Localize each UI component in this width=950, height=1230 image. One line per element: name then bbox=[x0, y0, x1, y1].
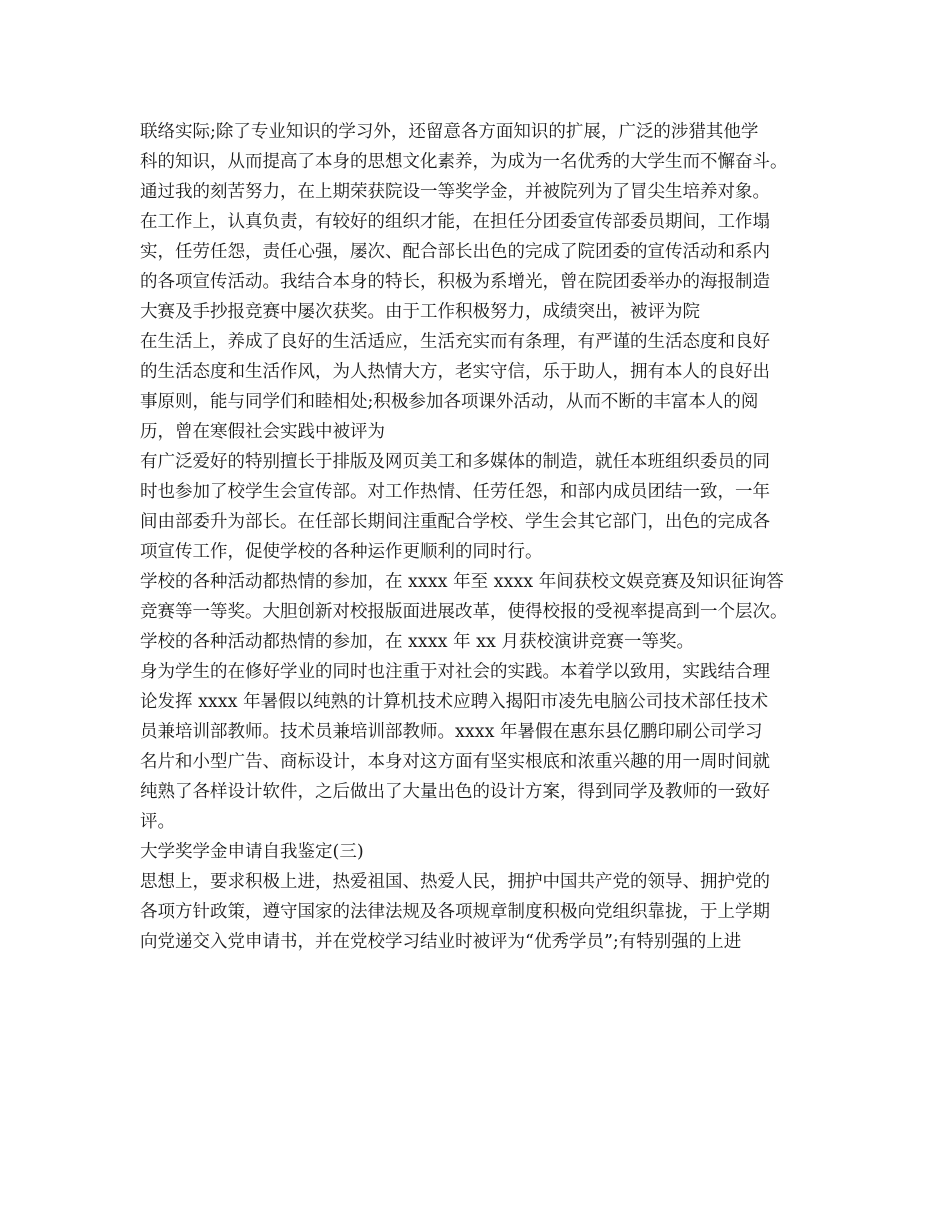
document-body bbox=[140, 117, 826, 957]
text-line: 在工作上，认真负责，有较好的组织才能，在担任分团委宣传部委员期间，工作塌 bbox=[140, 212, 770, 232]
text-line: 的生活态度和生活作风，为人热情大方，老实守信，乐于助人，拥有本人的良好出 bbox=[140, 362, 770, 382]
text-line: 联络实际;除了专业知识的学习外，还留意各方面知识的扩展，广泛的涉猎其他学 bbox=[140, 122, 759, 142]
text-line: 时也参加了校学生会宣传部。对工作热情、任劳任怨，和部内成员团结一致，一年 bbox=[140, 482, 770, 502]
text-line: 学校的各种活动都热情的参加，在 xxxx 年至 xxxx 年间获校文娱竞赛及知识征询答 bbox=[140, 572, 784, 592]
text-line: 的各项宣传活动。我结合本身的特长，积极为系增光，曾在院团委举办的海报制造 bbox=[140, 272, 770, 292]
text-line: 竞赛等一等奖。大胆创新对校报版面进展改革，使得校报的受视率提高到一个层次。 bbox=[140, 602, 788, 622]
text-line: 历，曾在寒假社会实践中被评为 bbox=[140, 422, 385, 442]
text-line: 有广泛爱好的特别擅长于排版及网页美工和多媒体的制造，就任本班组织委员的同 bbox=[140, 452, 770, 472]
text-line: 评。 bbox=[140, 812, 175, 832]
text-line: 论发挥 xxxx 年暑假以纯熟的计算机技术应聘入揭阳市凌先电脑公司技术部任技术 bbox=[140, 692, 769, 712]
text-line: 项宣传工作，促使学校的各种运作更顺利的同时行。 bbox=[140, 542, 543, 562]
text-line: 思想上，要求积极上进，热爱祖国、热爱人民，拥护中国共产党的领导、拥护党的 bbox=[140, 872, 770, 892]
text-line: 身为学生的在修好学业的同时也注重于对社会的实践。本着学以致用，实践结合理 bbox=[140, 662, 770, 682]
text-line: 学校的各种活动都热情的参加，在 xxxx 年 xx 月获校演讲竞赛一等奖。 bbox=[140, 632, 694, 652]
section-heading: 大学奖学金申请自我鉴定(三) bbox=[140, 842, 364, 862]
text-line: 名片和小型广告、商标设计，本身对这方面有坚实根底和浓重兴趣的用一周时间就 bbox=[140, 752, 770, 772]
text-line: 向党递交入党申请书，并在党校学习结业时被评为“优秀学员”;有特别强的上进 bbox=[140, 932, 742, 952]
text-line: 员兼培训部教师。技术员兼培训部教师。xxxx 年暑假在惠东县亿鹏印刷公司学习 bbox=[140, 722, 763, 742]
text-line: 事原则，能与同学们和睦相处;积极参加各项课外活动，从而不断的丰富本人的阅 bbox=[140, 392, 759, 412]
text-line: 纯熟了各样设计软件，之后做出了大量出色的设计方案，得到同学及教师的一致好 bbox=[140, 782, 770, 802]
text-line: 各项方针政策，遵守国家的法律法规及各项规章制度积极向党组织靠拢，于上学期 bbox=[140, 902, 770, 922]
text-line: 大赛及手抄报竞赛中屡次获奖。由于工作积极努力，成绩突出，被评为院 bbox=[140, 302, 700, 322]
text-line: 在生活上，养成了良好的生活适应，生活充实而有条理，有严谨的生活态度和良好 bbox=[140, 332, 770, 352]
text-line: 间由部委升为部长。在任部长期间注重配合学校、学生会其它部门，出色的完成各 bbox=[140, 512, 770, 532]
text-line: 实，任劳任怨，责任心强，屡次、配合部长出色的完成了院团委的宣传活动和系内 bbox=[140, 242, 770, 262]
text-line: 通过我的刻苦努力，在上期荣获院设一等奖学金，并被院列为了冒尖生培养对象。 bbox=[140, 182, 770, 202]
text-line: 科的知识，从而提高了本身的思想文化素养，为成为一名优秀的大学生而不懈奋斗。 bbox=[140, 152, 788, 172]
